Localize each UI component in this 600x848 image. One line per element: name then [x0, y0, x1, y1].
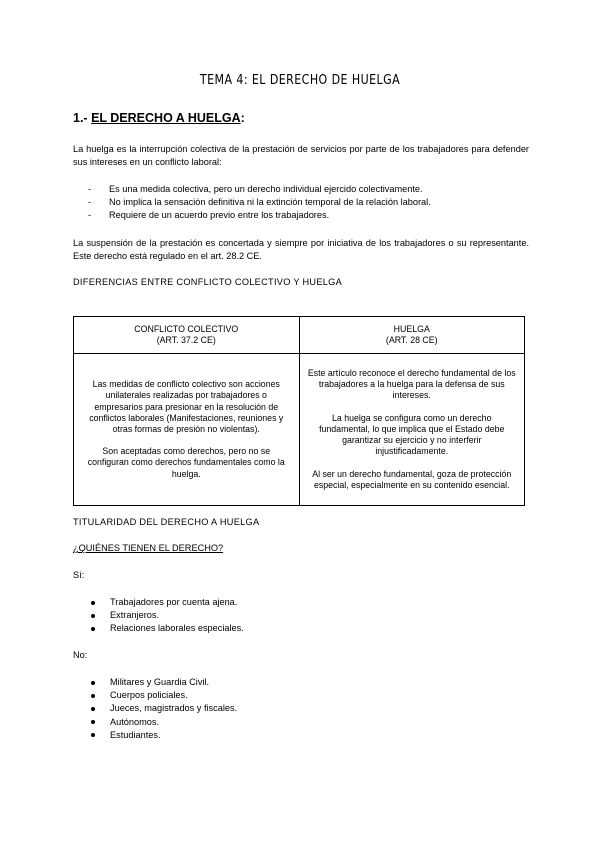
no-label: No: — [73, 650, 88, 660]
section-heading-colon: : — [240, 111, 245, 125]
no-list — [91, 676, 237, 742]
table-cell-paragraph: Las medidas de conflicto colectivo son acciones unilaterales realizadas por trabajadores o empresarios para presionar en la resolución de conflictos laborales (Manifestaciones, reuniones y otras formas de presión no violentas). — [89, 379, 284, 434]
list-item: Estudiantes. — [91, 729, 237, 742]
list-item: Jueces, magistrados y fiscales. — [91, 702, 237, 715]
list-item: Extranjeros. — [91, 609, 244, 622]
list-item: Autónomos. — [91, 716, 237, 729]
list-item: Relaciones laborales especiales. — [91, 622, 244, 635]
section-number: 1.- — [73, 111, 92, 125]
list-item: Cuerpos policiales. — [91, 689, 237, 702]
table-cell-paragraph: Al ser un derecho fundamental, goza de protección especial, especialmente en su contenido esencial. — [312, 468, 512, 490]
si-list — [91, 596, 244, 636]
table-cell-paragraph: Este artículo reconoce el derecho fundamental de los trabajadores a la huelga para la defensa de sus intereses. — [307, 368, 516, 401]
si-label: Sí: — [73, 570, 85, 580]
table-header-huelga: HUELGA (ART. 28 CE) — [299, 317, 525, 354]
table-cell-conflicto — [74, 354, 300, 506]
differences-heading: DIFERENCIAS ENTRE CONFLICTO COLECTIVO Y HUELGA — [73, 277, 343, 287]
list-item: - No implica la sensación definitiva ni la extinción temporal de la relación laboral. — [88, 196, 431, 209]
list-item: - Es una medida colectiva, pero un derecho individual ejercido colectivamente. — [88, 183, 431, 196]
table-cell-huelga — [299, 354, 525, 506]
list-item: Militares y Guardia Civil. — [91, 676, 237, 689]
table-cell-paragraph: Son aceptadas como derechos, pero no se configuran como derechos fundamentales como la huelga. — [87, 446, 285, 479]
suspension-paragraph: La suspensión de la prestación es concertada y siempre por iniciativa de los trabajadores o su representante. Este derecho está regulado en el art. 28.2 CE. — [73, 238, 529, 261]
table-cell-paragraph: La huelga se configura como un derecho fundamental, lo que implica que el Estado debe garantizar su ejercicio y no interferir injustificadamente. — [319, 412, 505, 457]
section-heading — [73, 111, 245, 125]
quienes-heading: ¿QUIÉNES TIENEN EL DERECHO? — [73, 543, 224, 553]
titularidad-heading: TITULARIDAD DEL DERECHO A HUELGA — [73, 517, 260, 527]
comparison-table — [73, 316, 525, 506]
intro-paragraph: La huelga es la interrupción colectiva de la prestación de servicios por parte de los trabajadores para defender sus intereses en un conflicto laboral: — [73, 144, 529, 167]
characteristics-list — [88, 183, 431, 222]
section-heading-text: EL DERECHO A HUELGA — [91, 111, 241, 125]
page-title: TEMA 4: EL DERECHO DE HUELGA — [199, 73, 401, 88]
table-header-conflicto: CONFLICTO COLECTIVO (ART. 37.2 CE) — [74, 317, 300, 354]
list-item: - Requiere de un acuerdo previo entre los trabajadores. — [88, 209, 431, 222]
list-item: Trabajadores por cuenta ajena. — [91, 596, 244, 609]
